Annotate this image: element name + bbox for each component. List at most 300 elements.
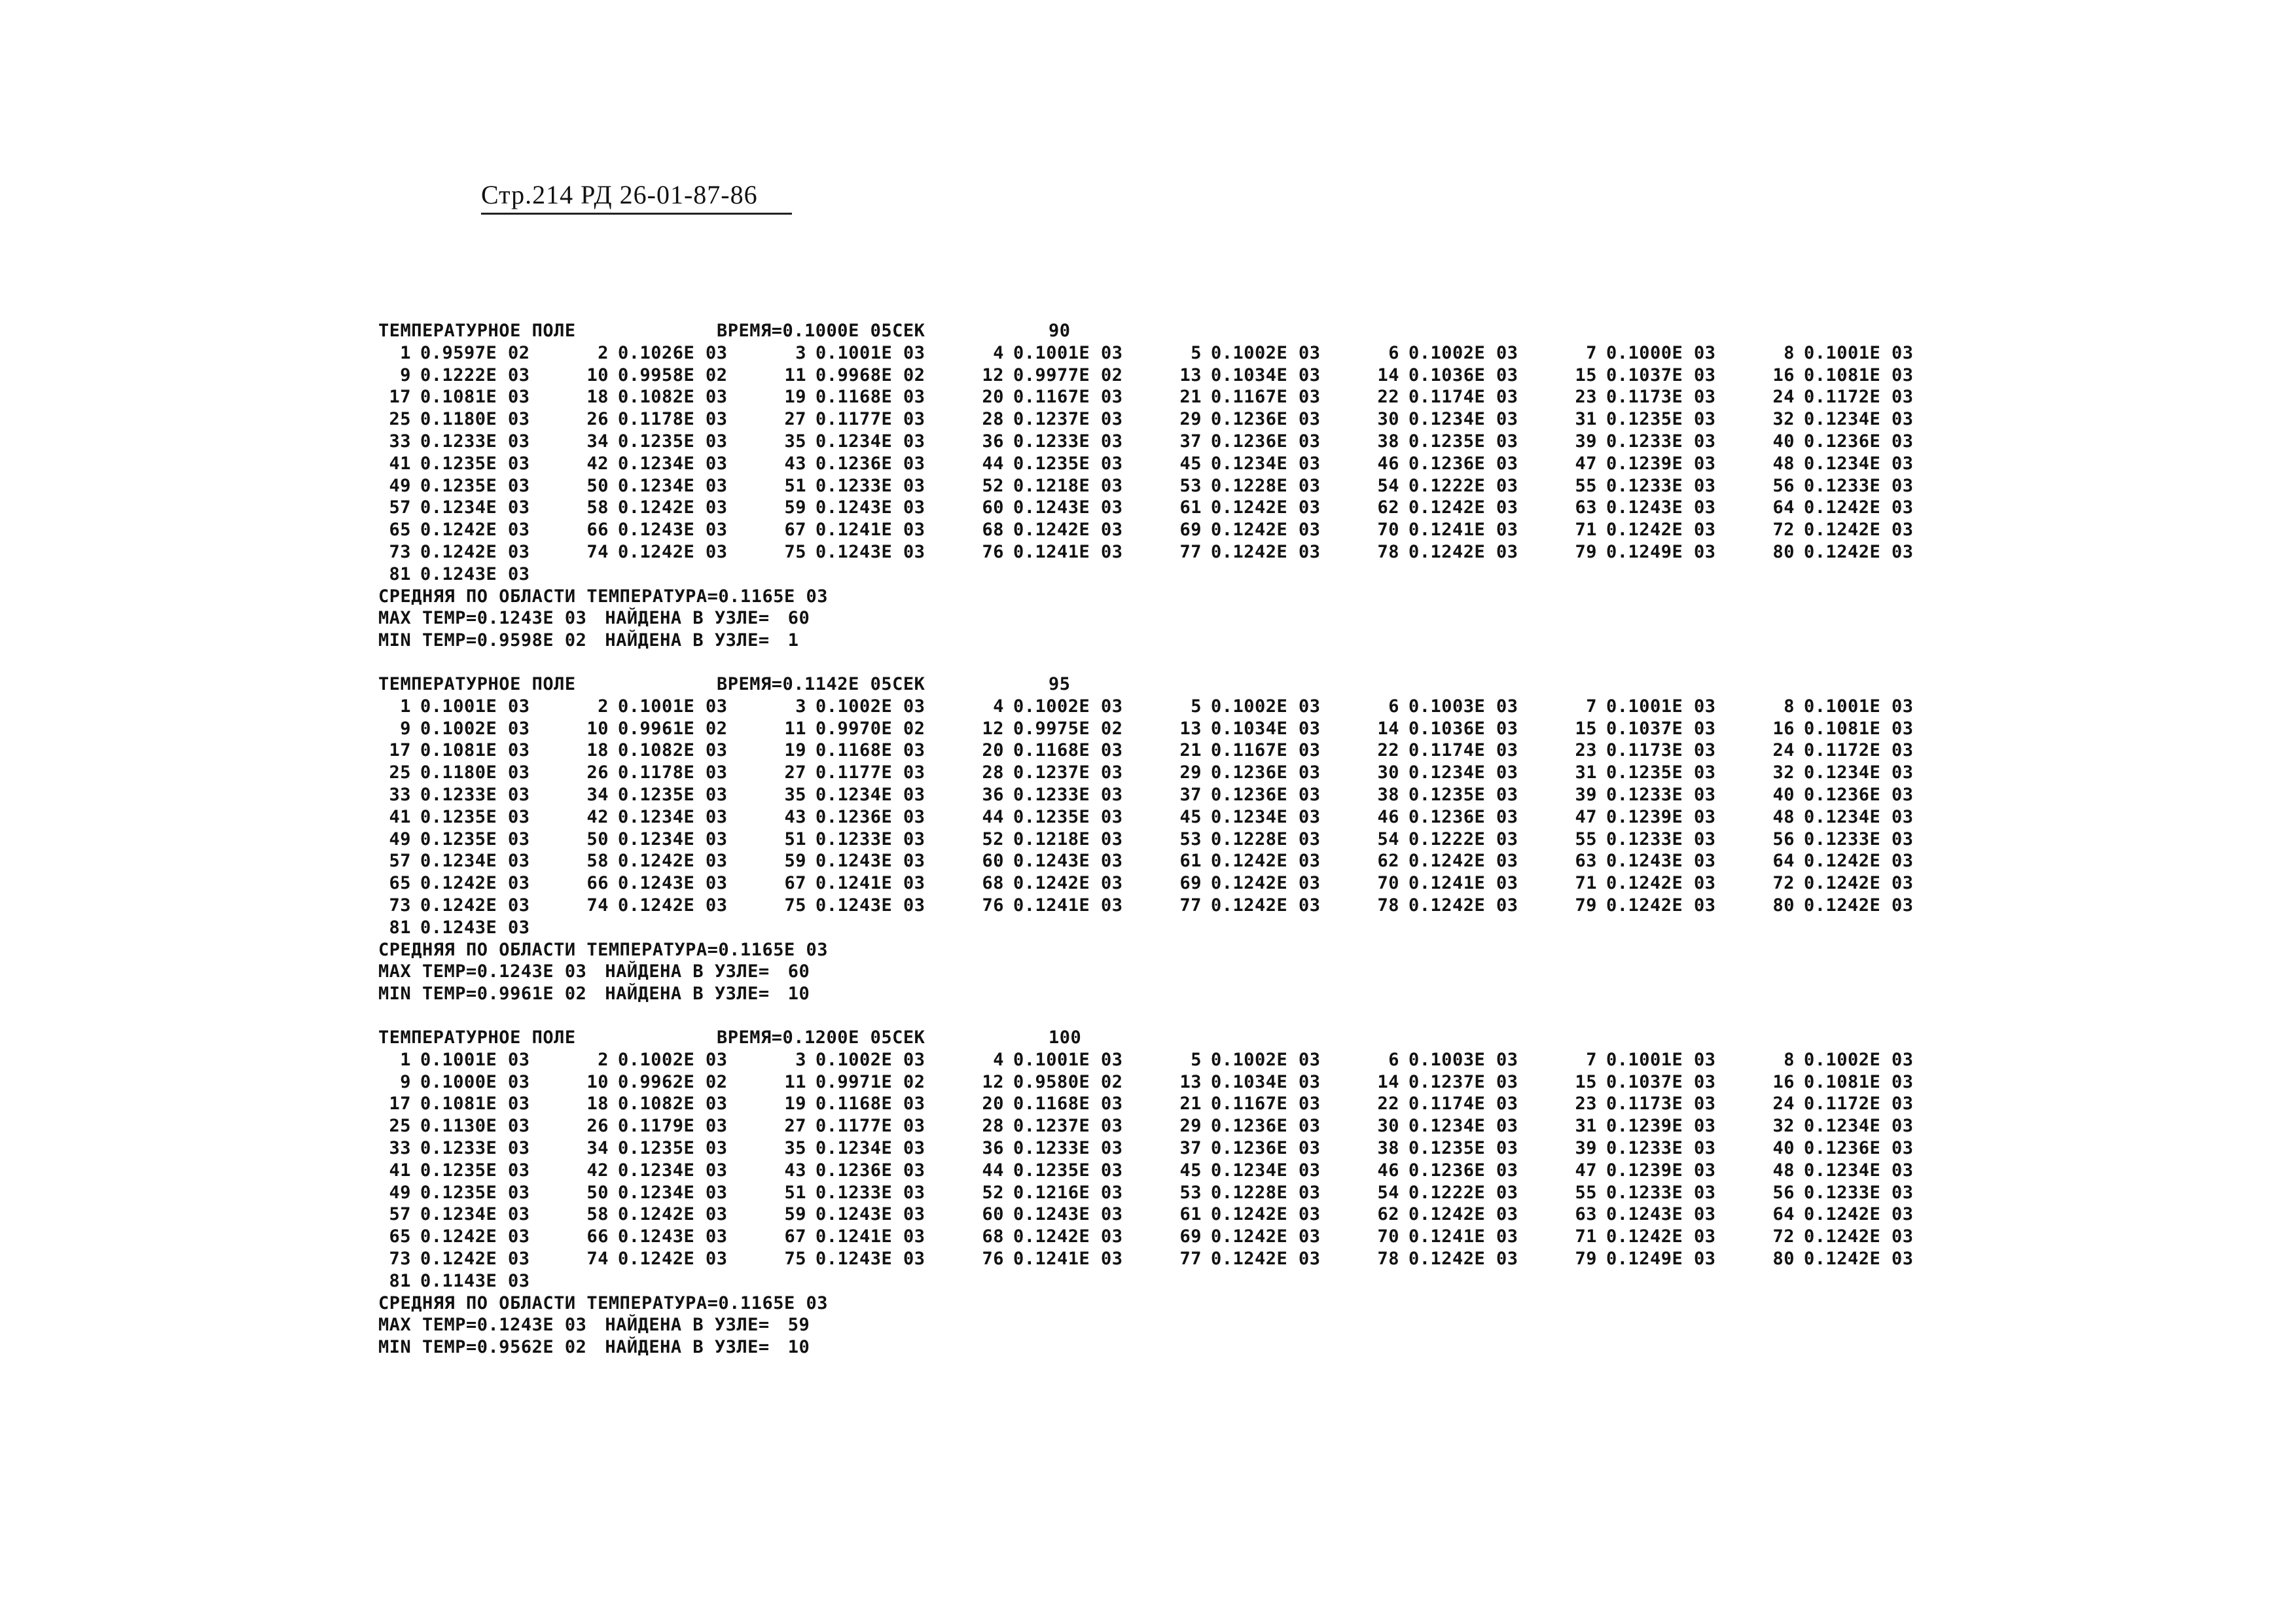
- node-cell: [768, 519, 966, 541]
- node-cell: [373, 1270, 571, 1293]
- node-cell: [966, 806, 1164, 829]
- node-number: 41: [389, 453, 411, 474]
- node-number: 40: [1772, 431, 1795, 452]
- node-cell: [1164, 475, 1361, 497]
- node-temperature: 0.1242E 03: [1804, 541, 1914, 562]
- node-temperature: 0.1233E 03: [1606, 1182, 1716, 1203]
- node-temperature: 0.1242E 03: [1013, 1226, 1123, 1247]
- node-number: 21: [1179, 740, 1202, 761]
- node-temperature: 0.1216E 03: [1013, 1182, 1123, 1203]
- node-number: 68: [982, 1226, 1004, 1247]
- node-number: 31: [1575, 409, 1597, 430]
- node-number: 6: [1388, 342, 1399, 363]
- node-cell: [571, 365, 768, 387]
- node-temperature: 0.1173E 03: [1606, 1094, 1716, 1115]
- node-cell: [571, 475, 768, 497]
- node-temperature: 0.1242E 03: [618, 1248, 728, 1269]
- node-number: 53: [1179, 829, 1202, 849]
- node-cell: [1164, 342, 1361, 365]
- max-temperature-value: MAX TEMP=0.1243E 03: [378, 1315, 587, 1336]
- node-number: 42: [586, 806, 609, 827]
- node-temperature: 0.9977E 02: [1013, 365, 1123, 385]
- node-cell: [966, 1093, 1164, 1115]
- node-cell: [1559, 541, 1757, 563]
- node-cell: [373, 696, 571, 718]
- node-number: 22: [1377, 740, 1399, 761]
- node-temperature: 0.1233E 03: [420, 1137, 530, 1158]
- node-cell: [768, 1137, 966, 1160]
- max-temperature-line: [373, 961, 1957, 983]
- node-cell: [1361, 431, 1559, 453]
- node-cell: [768, 718, 966, 740]
- node-temperature: 0.1218E 03: [1013, 829, 1123, 849]
- node-number: 61: [1179, 1204, 1202, 1225]
- node-cell: [966, 431, 1164, 453]
- node-cell: [1559, 1182, 1757, 1204]
- node-temperature: 0.1233E 03: [816, 829, 925, 849]
- node-number: 19: [784, 387, 806, 408]
- node-cell: [571, 718, 768, 740]
- min-temperature-value: MIN TEMP=0.9598E 02: [378, 630, 587, 651]
- node-cell: [1361, 1049, 1559, 1071]
- node-temperature: 0.1243E 03: [816, 1248, 925, 1269]
- node-number: 55: [1575, 829, 1597, 849]
- node-number: 52: [982, 1182, 1004, 1203]
- node-cell: [966, 740, 1164, 762]
- node-number: 44: [982, 453, 1004, 474]
- node-cell: [966, 784, 1164, 806]
- node-temperature: 0.1234E 03: [618, 475, 728, 496]
- node-temperature: 0.1081E 03: [1804, 365, 1914, 385]
- node-number: 42: [586, 453, 609, 474]
- node-number: 36: [982, 1137, 1004, 1158]
- node-cell: [1164, 497, 1361, 519]
- node-temperature: 0.1228E 03: [1211, 829, 1321, 849]
- node-number: 12: [982, 718, 1004, 739]
- node-temperature: 0.1239E 03: [1606, 1116, 1716, 1137]
- node-number: 60: [982, 851, 1004, 872]
- node-temperature: 0.1242E 03: [1408, 497, 1518, 518]
- node-cell: [966, 541, 1164, 563]
- node-cell: [768, 1071, 966, 1094]
- node-number: 20: [982, 387, 1004, 408]
- node-temperature: 0.1242E 03: [1804, 851, 1914, 872]
- node-number: 7: [1586, 342, 1597, 363]
- node-cell: [571, 784, 768, 806]
- node-cell: [1164, 696, 1361, 718]
- node-number: 5: [1191, 1049, 1202, 1070]
- node-temperature: 0.9958E 02: [618, 365, 728, 385]
- min-temperature-line: [373, 630, 1957, 652]
- node-number: 6: [1388, 696, 1399, 717]
- node-cell: [1559, 850, 1757, 872]
- max-temperature-node: 59: [787, 1315, 810, 1336]
- node-number: 52: [982, 829, 1004, 849]
- node-cell: [1757, 342, 1954, 365]
- node-temperature: 0.1233E 03: [420, 784, 530, 805]
- node-temperature: 0.1236E 03: [816, 806, 925, 827]
- node-temperature: 0.1243E 03: [618, 873, 728, 894]
- node-temperature: 0.1000E 03: [1606, 342, 1716, 363]
- node-cell: [373, 762, 571, 784]
- node-temperature: 0.1001E 03: [1013, 1049, 1123, 1070]
- node-number: 33: [389, 1137, 411, 1158]
- node-temperature: 0.1235E 03: [1013, 1160, 1123, 1181]
- node-number: 73: [389, 895, 411, 916]
- node-temperature: 0.1037E 03: [1606, 1071, 1716, 1092]
- node-cell: [1164, 1093, 1361, 1115]
- node-cell: [1757, 1137, 1954, 1160]
- node-number: 52: [982, 475, 1004, 496]
- node-cell: [1757, 1093, 1954, 1115]
- node-number: 46: [1377, 806, 1399, 827]
- node-temperature: 0.1249E 03: [1606, 1248, 1716, 1269]
- node-number: 73: [389, 1248, 411, 1269]
- node-temperature: 0.1168E 03: [1013, 740, 1123, 761]
- node-cell: [1559, 1160, 1757, 1182]
- node-temperature: 0.1242E 03: [1804, 1204, 1914, 1225]
- node-number: 28: [982, 762, 1004, 783]
- node-cell: [373, 718, 571, 740]
- node-number: 69: [1179, 873, 1202, 894]
- node-number: 74: [586, 895, 609, 916]
- node-number: 62: [1377, 1204, 1399, 1225]
- node-temperature: 0.1233E 03: [1606, 1137, 1716, 1158]
- node-temperature: 0.1234E 03: [1804, 1116, 1914, 1137]
- node-temperature: 0.1233E 03: [1804, 475, 1914, 496]
- node-number: 4: [993, 696, 1004, 717]
- node-number: 25: [389, 409, 411, 430]
- node-number: 57: [389, 1204, 411, 1225]
- node-cell: [1361, 342, 1559, 365]
- node-temperature: 0.1234E 03: [1211, 806, 1321, 827]
- node-number: 24: [1772, 1094, 1795, 1115]
- node-number: 72: [1772, 1226, 1795, 1247]
- node-number: 43: [784, 806, 806, 827]
- node-temperature: 0.1241E 03: [816, 1226, 925, 1247]
- node-cell: [1361, 1226, 1559, 1248]
- node-cell: [373, 497, 571, 519]
- node-temperature: 0.1237E 03: [1013, 409, 1123, 430]
- node-temperature: 0.1002E 03: [420, 718, 530, 739]
- node-cell: [768, 784, 966, 806]
- node-cell: [1361, 386, 1559, 408]
- node-cell: [1757, 1182, 1954, 1204]
- node-temperature: 0.1082E 03: [618, 740, 728, 761]
- node-cell: [768, 1115, 966, 1137]
- node-temperature: 0.1222E 03: [420, 365, 530, 385]
- node-number: 67: [784, 873, 806, 894]
- node-cell: [768, 1093, 966, 1115]
- node-number: 39: [1575, 431, 1597, 452]
- node-temperature: 0.1239E 03: [1606, 1160, 1716, 1181]
- node-temperature: 0.1034E 03: [1211, 1071, 1321, 1092]
- node-number: 45: [1179, 1160, 1202, 1181]
- node-number: 30: [1377, 762, 1399, 783]
- node-number: 10: [586, 1071, 609, 1092]
- node-number: 7: [1586, 1049, 1597, 1070]
- node-cell: [1361, 408, 1559, 431]
- node-number: 76: [982, 541, 1004, 562]
- node-cell: [1361, 1182, 1559, 1204]
- node-temperature: 0.1001E 03: [618, 696, 728, 717]
- node-cell: [1757, 718, 1954, 740]
- node-temperature: 0.1026E 03: [618, 342, 728, 363]
- node-number: 8: [1784, 696, 1795, 717]
- node-cell: [373, 1160, 571, 1182]
- node-cell: [1361, 475, 1559, 497]
- node-temperature: 0.1234E 03: [1211, 453, 1321, 474]
- node-temperature: 0.1234E 03: [420, 497, 530, 518]
- node-temperature: 0.1234E 03: [618, 806, 728, 827]
- node-number: 70: [1377, 1226, 1399, 1247]
- node-temperature: 0.1235E 03: [1606, 409, 1716, 430]
- node-temperature: 0.1002E 03: [1804, 1049, 1914, 1070]
- node-cell: [966, 1248, 1164, 1270]
- node-cell: [571, 1204, 768, 1226]
- node-cell: [966, 342, 1164, 365]
- node-temperature: 0.1235E 03: [420, 806, 530, 827]
- node-cell: [1757, 806, 1954, 829]
- node-temperature: 0.1236E 03: [1211, 409, 1321, 430]
- min-temperature-value: MIN TEMP=0.9961E 02: [378, 984, 587, 1005]
- node-cell: [1164, 1160, 1361, 1182]
- node-number: 13: [1179, 718, 1202, 739]
- node-temperature: 0.1002E 03: [1211, 342, 1321, 363]
- node-cell: [571, 1049, 768, 1071]
- node-temperature: 0.1236E 03: [816, 1160, 925, 1181]
- node-cell: [768, 696, 966, 718]
- node-number: 11: [784, 1071, 806, 1092]
- node-cell: [1164, 386, 1361, 408]
- min-temperature-node: 10: [787, 984, 810, 1005]
- node-cell: [571, 342, 768, 365]
- node-cell: [1361, 1115, 1559, 1137]
- node-number: 74: [586, 1248, 609, 1269]
- node-number: 65: [389, 873, 411, 894]
- node-number: 43: [784, 1160, 806, 1181]
- node-cell: [768, 806, 966, 829]
- node-temperature: 0.1242E 03: [1804, 1248, 1914, 1269]
- node-cell: [1559, 829, 1757, 851]
- node-temperature: 0.1234E 03: [1804, 762, 1914, 783]
- node-number: 77: [1179, 895, 1202, 916]
- node-temperature: 0.1172E 03: [1804, 387, 1914, 408]
- node-cell: [1757, 1071, 1954, 1094]
- node-number: 77: [1179, 541, 1202, 562]
- node-cell: [373, 386, 571, 408]
- node-cell: [1164, 806, 1361, 829]
- node-number: 64: [1772, 851, 1795, 872]
- node-number: 59: [784, 497, 806, 518]
- node-number: 6: [1388, 1049, 1399, 1070]
- node-cell: [1361, 1071, 1559, 1094]
- node-temperature: 0.1036E 03: [1408, 718, 1518, 739]
- node-cell: [1559, 475, 1757, 497]
- node-temperature: 0.1233E 03: [1606, 475, 1716, 496]
- node-temperature: 0.1236E 03: [1211, 1137, 1321, 1158]
- node-temperature: 0.1242E 03: [420, 520, 530, 541]
- node-temperature: 0.1173E 03: [1606, 740, 1716, 761]
- node-temperature: 0.1228E 03: [1211, 1182, 1321, 1203]
- node-cell: [373, 541, 571, 563]
- node-number: 75: [784, 895, 806, 916]
- node-temperature: 0.1167E 03: [1211, 740, 1321, 761]
- node-temperature: 0.1174E 03: [1408, 1094, 1518, 1115]
- node-temperature: 0.1177E 03: [816, 762, 925, 783]
- node-cell: [1164, 784, 1361, 806]
- node-cell: [1559, 806, 1757, 829]
- node-temperature: 0.1243E 03: [816, 497, 925, 518]
- node-number: 28: [982, 1116, 1004, 1137]
- node-temperature: 0.1234E 03: [816, 1137, 925, 1158]
- node-temperature: 0.1243E 03: [816, 541, 925, 562]
- node-temperature: 0.9975E 02: [1013, 718, 1123, 739]
- node-temperature: 0.1034E 03: [1211, 718, 1321, 739]
- node-cell: [1757, 696, 1954, 718]
- node-temperature: 0.1235E 03: [618, 1137, 728, 1158]
- node-cell: [373, 1248, 571, 1270]
- node-cell: [1361, 895, 1559, 917]
- node-number: 29: [1179, 409, 1202, 430]
- node-cell: [768, 762, 966, 784]
- node-number: 3: [795, 342, 806, 363]
- node-number: 26: [586, 1116, 609, 1137]
- node-cell: [1559, 762, 1757, 784]
- node-number: 77: [1179, 1248, 1202, 1269]
- node-cell: [1559, 696, 1757, 718]
- node-cell: [373, 784, 571, 806]
- node-temperature: 0.1233E 03: [816, 1182, 925, 1203]
- node-temperature: 0.1242E 03: [1408, 541, 1518, 562]
- node-temperature: 0.1081E 03: [1804, 1071, 1914, 1092]
- node-temperature: 0.1234E 03: [816, 431, 925, 452]
- node-temperature: 0.1233E 03: [1606, 829, 1716, 849]
- node-temperature: 0.1235E 03: [420, 475, 530, 496]
- node-number: 75: [784, 1248, 806, 1269]
- node-number: 17: [389, 387, 411, 408]
- node-temperature: 0.1002E 03: [1211, 1049, 1321, 1070]
- node-cell: [571, 829, 768, 851]
- node-number: 54: [1377, 475, 1399, 496]
- node-temperature: 0.1234E 03: [420, 1204, 530, 1225]
- node-cell: [966, 895, 1164, 917]
- node-cell: [1559, 1093, 1757, 1115]
- node-temperature: 0.1234E 03: [618, 453, 728, 474]
- node-number: 32: [1772, 1116, 1795, 1137]
- node-temperature: 0.1242E 03: [1211, 873, 1321, 894]
- node-temperature: 0.1233E 03: [1804, 1182, 1914, 1203]
- node-number: 4: [993, 342, 1004, 363]
- node-number: 48: [1772, 1160, 1795, 1181]
- node-temperature: 0.1235E 03: [1606, 762, 1716, 783]
- block-title: ТЕМПЕРАТУРНОЕ ПОЛЕ: [378, 321, 576, 341]
- node-cell: [1361, 872, 1559, 895]
- node-temperature: 0.1242E 03: [1606, 1226, 1716, 1247]
- node-temperature: 0.1242E 03: [1804, 497, 1914, 518]
- node-number: 54: [1377, 829, 1399, 849]
- node-number: 58: [586, 1204, 609, 1225]
- node-temperature: 0.1235E 03: [1408, 784, 1518, 805]
- node-number: 1: [400, 1049, 411, 1070]
- node-temperature: 0.1242E 03: [1211, 541, 1321, 562]
- temperature-field-block: [373, 673, 1957, 1005]
- node-number: 73: [389, 541, 411, 562]
- node-cell: [768, 1226, 966, 1248]
- node-temperature: 0.1173E 03: [1606, 387, 1716, 408]
- node-temperature: 0.9580E 02: [1013, 1071, 1123, 1092]
- node-number: 3: [795, 1049, 806, 1070]
- node-number: 29: [1179, 1116, 1202, 1137]
- node-cell: [373, 829, 571, 851]
- node-number: 13: [1179, 1071, 1202, 1092]
- node-number: 80: [1772, 541, 1795, 562]
- node-cell: [966, 519, 1164, 541]
- node-number: 3: [795, 696, 806, 717]
- node-number: 47: [1575, 453, 1597, 474]
- node-number: 45: [1179, 806, 1202, 827]
- node-number: 38: [1377, 784, 1399, 805]
- node-temperature: 0.1241E 03: [816, 873, 925, 894]
- node-temperature: 0.1222E 03: [1408, 1182, 1518, 1203]
- node-cell: [768, 365, 966, 387]
- node-temperature: 0.1233E 03: [1013, 784, 1123, 805]
- node-cell: [966, 1071, 1164, 1094]
- node-cell: [571, 895, 768, 917]
- block-step: 100: [1049, 1027, 1082, 1048]
- node-cell: [1361, 829, 1559, 851]
- node-temperature: 0.1179E 03: [618, 1116, 728, 1137]
- node-number: 22: [1377, 1094, 1399, 1115]
- node-temperature: 0.1242E 03: [1408, 1248, 1518, 1269]
- node-number: 48: [1772, 806, 1795, 827]
- node-temperature: 0.1233E 03: [420, 431, 530, 452]
- min-temperature-found-label: НАЙДЕНА В УЗЛЕ=: [605, 1337, 770, 1358]
- node-number: 71: [1575, 873, 1597, 894]
- node-temperature: 0.1237E 03: [1013, 1116, 1123, 1137]
- node-temperature: 0.1236E 03: [1211, 431, 1321, 452]
- node-number: 64: [1772, 1204, 1795, 1225]
- node-number: 51: [784, 1182, 806, 1203]
- node-temperature: 0.1178E 03: [618, 762, 728, 783]
- node-number: 44: [982, 1160, 1004, 1181]
- node-cell: [966, 850, 1164, 872]
- node-number: 21: [1179, 1094, 1202, 1115]
- node-temperature: 0.1235E 03: [1408, 1137, 1518, 1158]
- min-temperature-found-label: НАЙДЕНА В УЗЛЕ=: [605, 984, 770, 1005]
- node-temperature: 0.1242E 03: [420, 1226, 530, 1247]
- max-temperature-value: MAX TEMP=0.1243E 03: [378, 608, 587, 629]
- node-cell: [768, 829, 966, 851]
- node-cell: [966, 1115, 1164, 1137]
- node-number: 32: [1772, 762, 1795, 783]
- node-number: 78: [1377, 541, 1399, 562]
- node-cell: [373, 895, 571, 917]
- node-cell: [1164, 365, 1361, 387]
- node-cell: [571, 408, 768, 431]
- node-number: 54: [1377, 1182, 1399, 1203]
- node-number: 76: [982, 1248, 1004, 1269]
- node-temperature: 0.1174E 03: [1408, 387, 1518, 408]
- node-cell: [1757, 1226, 1954, 1248]
- node-temperature: 0.1001E 03: [420, 696, 530, 717]
- node-temperature: 0.1235E 03: [618, 431, 728, 452]
- node-temperature: 0.1235E 03: [618, 784, 728, 805]
- node-temperature: 0.1236E 03: [1211, 762, 1321, 783]
- node-temperature: 0.1242E 03: [1804, 895, 1914, 916]
- node-number: 62: [1377, 851, 1399, 872]
- node-cell: [571, 386, 768, 408]
